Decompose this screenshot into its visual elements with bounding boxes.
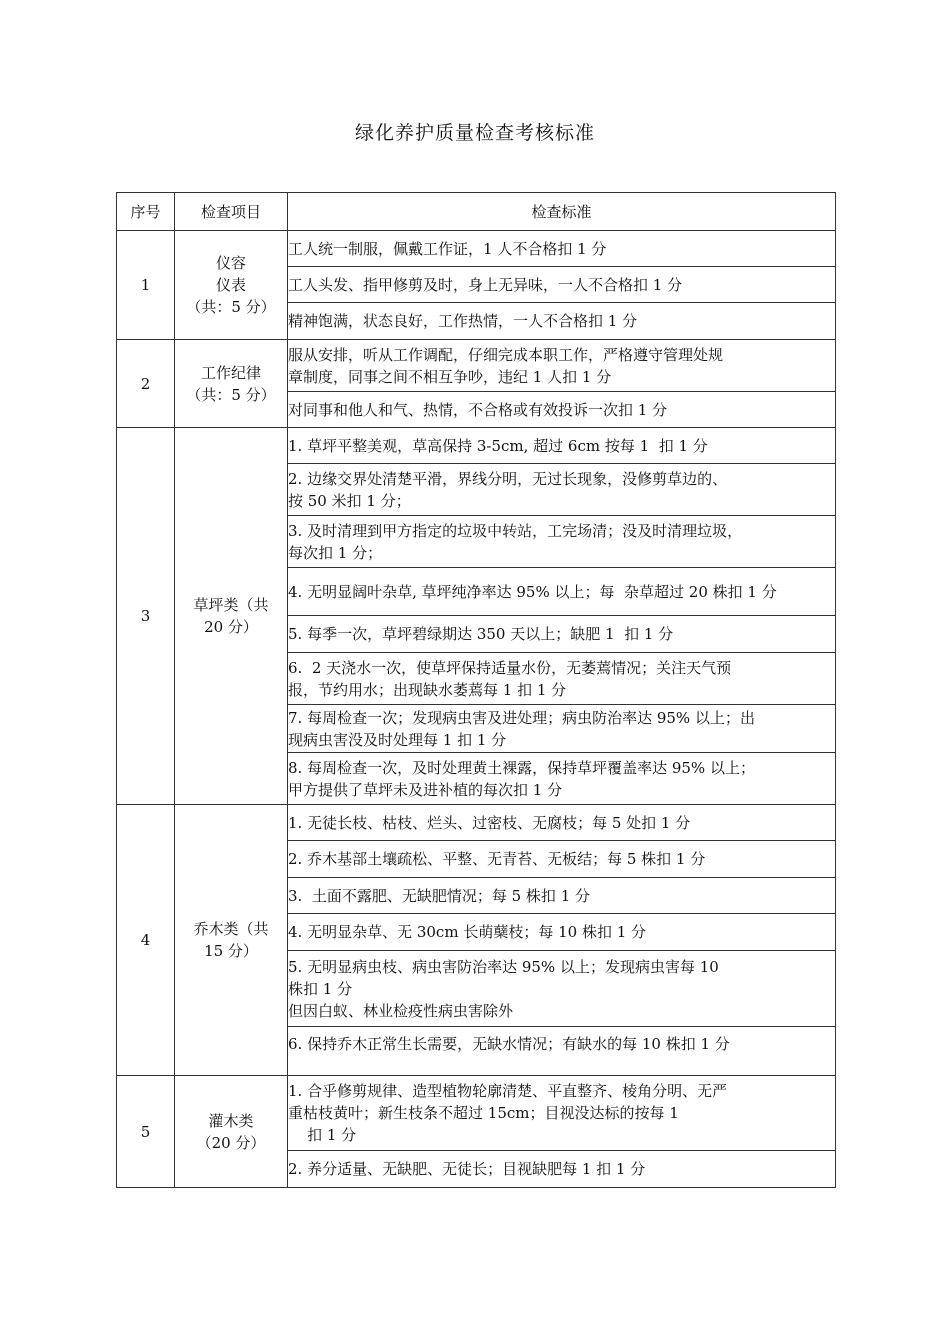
section-number: 1 [117,231,175,340]
table-row [117,231,836,267]
criterion-text: 现病虫害没及时处理每 1 扣 1 分 [288,730,507,749]
criterion-cell [288,705,836,753]
criterion-text: 6. 保持乔木正常生长需要，无缺水情况；有缺水的每 10 株扣 1 分 [288,1035,730,1053]
criterion-text: 每次扣 1 分； [288,543,383,562]
criterion-text: 服从安排，听从工作调配，仔细完成本职工作，严格遵守管理处规 [288,345,724,364]
criterion-text: 重枯枝黄叶；新生枝条不超过 15cm；目视没达标的按每 1 [288,1104,679,1122]
section-item-line: （20 分） [196,1133,266,1152]
criterion-text: 5. 每季一次，草坪碧绿期达 350 天以上；缺肥 1 扣 1 分 [288,625,674,643]
criterion-cell [288,1151,836,1188]
criterion-text: 4. 无明显杂草、无 30cm 长萌蘖枝；每 10 株扣 1 分 [288,923,647,941]
criterion-cell [288,303,836,340]
criterion-cell [288,805,836,841]
criterion-cell [288,653,836,705]
criterion-text: 2. 乔木基部土壤疏松、平整、无青苔、无板结；每 5 株扣 1 分 [288,850,706,868]
section-item-line: 20 分） [204,618,258,636]
section-item-line: 灌木类 [208,1111,254,1130]
standards-table [116,192,836,1188]
table-row [117,428,836,464]
criterion-cell [288,464,836,516]
criterion-cell [288,516,836,568]
criterion-cell [288,878,836,914]
criterion-cell [288,841,836,878]
criterion-text: 3. 土面不露肥、无缺肥情况；每 5 株扣 1 分 [288,886,591,905]
table-row [117,340,836,392]
criterion-text: 但因白蚁、林业检疫性病虫害除外 [288,1001,514,1020]
table-row [117,805,836,841]
criterion-text: 2. 边缘交界处清楚平滑，界线分明，无过长现象，没修剪草边的、 [288,469,728,488]
section-item-line: 15 分） [204,942,258,960]
criterion-cell [288,914,836,951]
criterion-text: 3. 及时清理到甲方指定的垃圾中转站，工完场清；没及时清理垃圾， [288,521,743,540]
criterion-text: 对同事和他人和气、热情，不合格或有效投诉一次扣 1 分 [288,400,668,419]
criterion-text: 按 50 米扣 1 分； [288,491,411,510]
section-item-line: （共：5 分） [186,385,276,404]
criterion-text: 工人统一制服，佩戴工作证，1 人不合格扣 1 分 [288,239,607,258]
page-title: 绿化养护质量检查考核标准 [354,122,595,144]
criterion-text: 1. 合乎修剪规律、造型植物轮廓清楚、平直整齐、棱角分明、无严 [288,1082,728,1100]
criterion-text: 工人头发、指甲修剪及时，身上无异味，一人不合格扣 1 分 [288,275,683,294]
criterion-text: 株扣 1 分 [288,979,353,998]
header-no: 序号 [117,193,175,231]
criterion-text: 5. 无明显病虫枝、病虫害防治率达 95% 以上；发现病虫害每 10 [288,957,719,976]
section-item-line: 草坪类（共 [193,596,269,614]
criterion-text: 甲方提供了草坪未及进补植的每次扣 1 分 [288,780,563,799]
section-item [175,428,288,805]
criterion-text: 4. 无明显阔叶杂草, 草坪纯净率达 95% 以上；每 杂草超过 20 株扣 1 分 [288,582,777,601]
criterion-text: 6. 2 天浇水一次，使草坪保持适量水份，无萎蔫情况；关注天气预 [288,658,732,677]
criterion-cell [288,428,836,464]
criterion-cell [288,231,836,267]
criterion-text: 2. 养分适量、无缺肥、无徒长；目视缺肥每 1 扣 1 分 [288,1160,646,1178]
criterion-cell [288,753,836,805]
criterion-cell [288,951,836,1027]
section-number: 3 [117,428,175,805]
section-item-line: 仪容 [215,254,246,272]
header-item: 检查项目 [175,193,288,231]
criterion-cell [288,340,836,392]
table-header-row [117,193,836,231]
criterion-cell [288,392,836,428]
criterion-text: 7. 每周检查一次；发现病虫害及进处理；病虫防治率达 95% 以上；出 [288,708,755,727]
section-number: 4 [117,805,175,1076]
section-item-line: 工作纪律 [200,363,261,382]
section-number: 2 [117,340,175,428]
section-item [175,1076,288,1188]
criterion-text: 精神饱满，状态良好，工作热情，一人不合格扣 1 分 [288,312,638,330]
header-standard: 检查标准 [288,193,836,231]
section-item-line: 仪表 [215,276,246,294]
table-row [117,1076,836,1151]
criterion-cell [288,267,836,303]
criterion-text: 1. 无徒长枝、枯枝、烂头、过密枝、无腐枝；每 5 处扣 1 分 [288,813,691,832]
section-item-line: 乔木类（共 [193,920,269,938]
criterion-cell [288,1076,836,1151]
criterion-text: 1. 草坪平整美观，草高保持 3-5cm, 超过 6cm 按每 1 扣 1 分 [288,436,708,455]
section-item-line: （共：5 分） [186,298,276,316]
criterion-text: 报，节约用水；出现缺水萎蔫每 1 扣 1 分 [288,680,567,699]
criterion-text: 8. 每周检查一次，及时处理黄土裸露，保持草坪覆盖率达 95% 以上； [288,758,755,777]
section-number: 5 [117,1076,175,1188]
section-item [175,805,288,1076]
criterion-cell [288,616,836,653]
criterion-text: 扣 1 分 [288,1126,357,1144]
section-item [175,231,288,340]
criterion-cell [288,1027,836,1076]
criterion-cell [288,568,836,616]
criterion-text: 章制度，同事之间不相互争吵，违纪 1 人扣 1 分 [288,367,612,386]
section-item [175,340,288,428]
